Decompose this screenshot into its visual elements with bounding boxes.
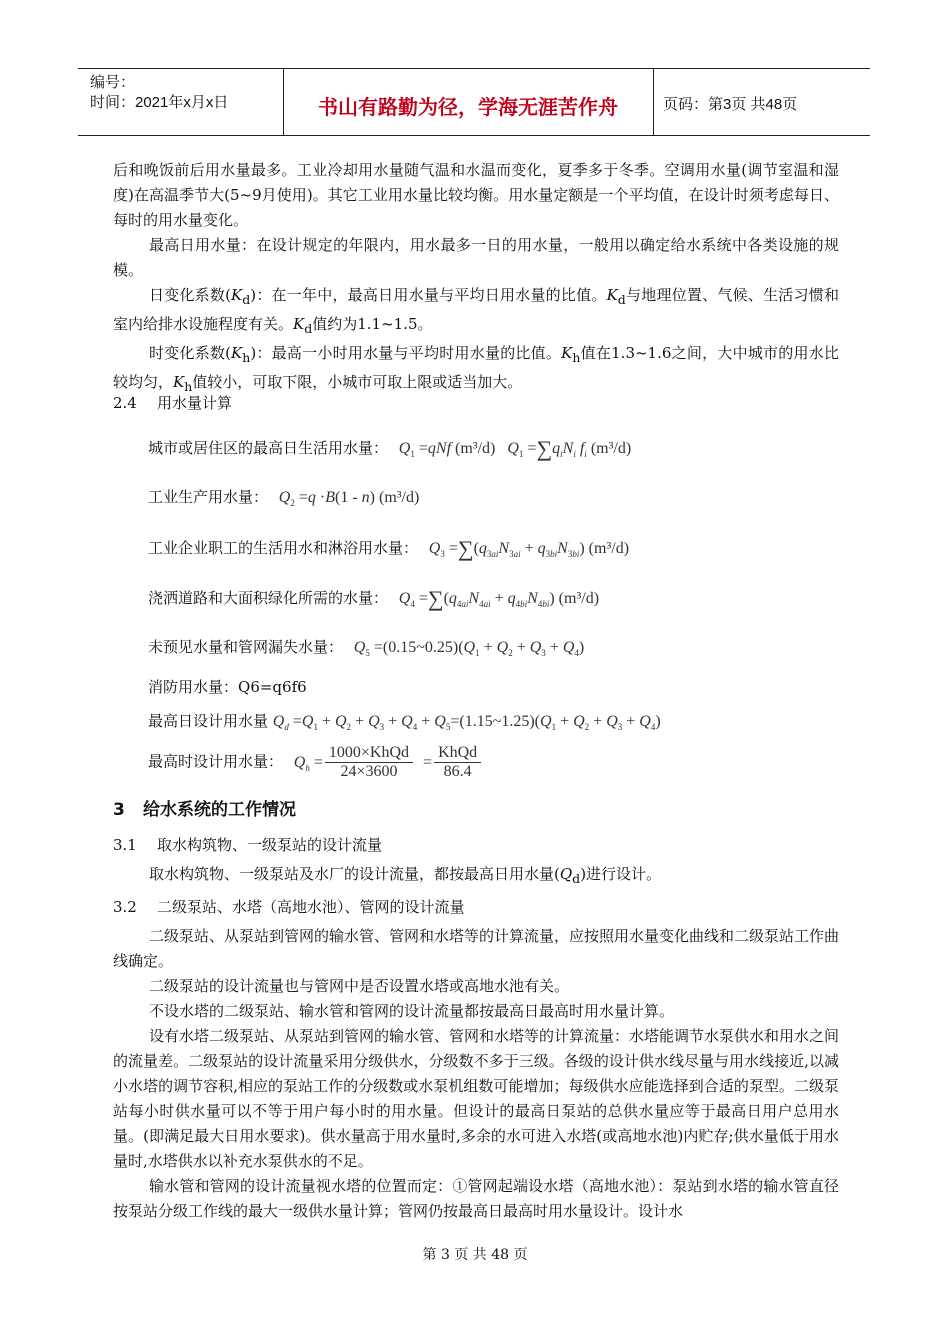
section-3-2-text (113, 924, 839, 1224)
header-divider (653, 69, 654, 135)
section-heading: 3.1 取水构筑物、一级泵站的设计流量 (113, 836, 383, 854)
paragraph: 设有水塔二级泵站、从泵站到管网的输水管、管网和水塔等的计算流量：水塔能调节水泵供水和用水之间的流量差。二级泵站的设计流量采用分级供水，分级数不多于三级。各级的设计供水线尽量与用水线接近,以减小水塔的调节容积,相应的泵站工作的分级数或水泵机组数可能增加；每级供水应能选择到合适的泵型。二级泵站每小时供水量可以不等于用户每小时的用水量。但设计的最高日泵站的总供水量应等于最高日用户总用水量。(即满足最大日用水要求)。供水量高于用水量时,多余的水可进入水塔(或高地水池)内贮存;供水量低于用水量时,水塔供水以补充水泵供水的不足。 (113, 1027, 840, 1170)
paragraph: 二级泵站的设计流量也与管网中是否设置水塔或高地水池有关。 (149, 977, 570, 995)
paragraph: 不设水塔的二级泵站、输水管和管网的设计流量都按最高日最高时用水量计算。 (149, 1002, 675, 1020)
page-footer: 第 3 页 共 48 页 (422, 1247, 528, 1263)
formula-q5: 未预见水量和管网漏失水量： $Q_5$ $=(0.15\sim 0.25)(Q_1 + Q_2 + Q_3 + Q_4)$ (148, 638, 585, 659)
intro-text (113, 158, 839, 399)
page-header (78, 68, 870, 136)
formula-q2: 工业生产用水量： $Q_2 =q \cdot B(1 - n)$ (m³/d) (148, 488, 420, 509)
document-number-label: 编号： (90, 74, 136, 91)
paragraph: 二级泵站、从泵站到管网的输水管、管网和水塔等的计算流量，应按照用水量变化曲线和二级泵站工作曲线确定。 (113, 927, 840, 970)
formula-q6: 消防用水量：Q6=q6f6 (148, 678, 307, 696)
paragraph: 取水构筑物、一级泵站及水厂的设计流量，都按最高日用水量$(Q_d)$进行设计。 (149, 865, 662, 886)
section-3-1-text (113, 862, 839, 891)
paragraph: 时变化系数$(K_h)$：最高一小时用水量与平均时用水量的比值。$K_h$值在1.3~1.6之间，大中城市的用水比较均匀，$K_h$值较小，可取下限，小城市可取上限或适当加大。 (113, 344, 840, 394)
paragraph: 日变化系数$(K_d)$：在一年中，最高日用水量与平均日用水量的比值。$K_d$与地理位置、气候、生活习惯和室内给排水设施程度有关。$K_d$值约为1.1~1.5。 (113, 286, 839, 336)
formula-q1: 城市或居住区的最高日生活用水量： $Q_1 =qNf$ (m³/d) $Q_1 =\sum q_iN_i$ $f_i$ (m³/d) (148, 436, 632, 461)
document-date-label: 时间：2021年x月x日 (90, 94, 229, 111)
paragraph: 最高日用水量：在设计规定的年限内，用水最多一日的用水量，一般用以确定给水系统中各类设施的规模。 (113, 236, 839, 279)
header-motto: 书山有路勤为径，学海无涯苦作舟 (318, 95, 618, 119)
formula-qh: 最高时设计用水量： $Q_h$ = $\frac{\text{1000×KhQd}}{24\times 3600}$ = $\frac{\text{KhQd}}{86.4}$ (148, 744, 485, 781)
section-heading: 2.4 用水量计算 (113, 394, 233, 412)
chapter-heading: 3 给水系统的工作情况 (113, 800, 296, 820)
header-page-number: 页码：第3页 共48页 (663, 96, 798, 113)
paragraph: 输水管和管网的设计流量视水塔的位置而定：①管网起端设水塔（高地水池）：泵站到水塔的输水管直径按泵站分级工作线的最大一级供水量计算；管网仍按最高日最高时用水量设计。设计水 (113, 1177, 839, 1220)
formula-q3: 工业企业职工的生活用水和淋浴用水量： $Q_3 =\sum(q_{3ai}N_{3ai} + q_{3bi}N_{3bi})$ (m³/d) (148, 536, 630, 561)
section-heading: 3.2 二级泵站、水塔（高地水池）、管网的设计流量 (113, 898, 465, 916)
paragraph: 后和晚饭前后用水量最多。工业冷却用水量随气温和水温而变化，夏季多于冬季。空调用水量(调节室温和湿度)在高温季节大(5~9月使用)。其它工业用水量比较均衡。用水量定额是一个平均值，在设计时须考虑每日、每时的用水量变化。 (113, 161, 839, 229)
formula-q4: 浇洒道路和大面积绿化所需的水量： $Q_4 =\sum(q_{4ai}N_{4ai} + q_{4bi}N_{4bi})$ (m³/d) (148, 586, 600, 611)
header-meta (90, 73, 280, 113)
formula-qd: 最高日设计用水量 $Q_d =Q_1 + Q_2 + Q_3 + Q_4$ + $Q_5=(1.15\sim 1.25)(Q_1 + Q_2 + Q_3 + Q_4)$ (148, 712, 661, 733)
